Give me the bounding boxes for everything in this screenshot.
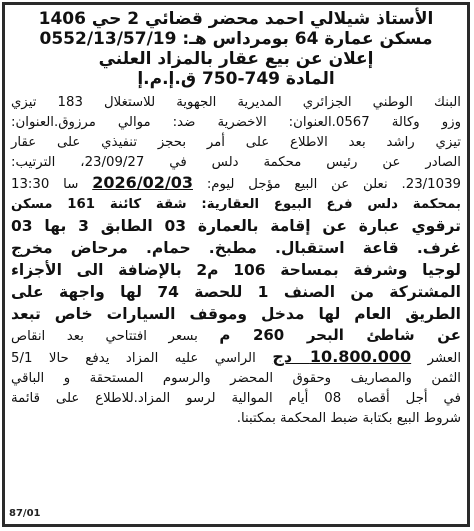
announcement-frame <box>2 2 470 527</box>
payment-terms: الراسي عليه المزاد يدفع حالا 5/1 <box>11 351 273 366</box>
property-description-4: المشتركة من الصنف 1 للحصة 74 لها واجهة على <box>11 283 461 301</box>
announcement-content <box>11 9 461 520</box>
sale-date: 2026/02/03 <box>92 173 193 192</box>
property-description-1: ترقوي عبارة عن إقامة بالعمارة 03 الطابق 3 بها 03 <box>11 217 461 235</box>
property-description-5: الطريق العام لها مدخل وموقف السيارات خاص تبعد <box>11 305 461 323</box>
body-line-10: شروط البيع بكتابة ضبط المحكمة بمكتبنا. <box>236 411 461 426</box>
body-line-8: الثمن والمصاريف وحقوق المحضر والرسوم المستحقة و الباقي <box>11 371 461 386</box>
property-description-3: لوجيا وشرفة بمساحة 106 م2 بالإضافة الى الأجزاء <box>11 261 461 279</box>
sale-postponement-text: 23/1039. نعلن عن البيع مؤجل ليوم: <box>192 177 461 192</box>
reference-number: 87/01 <box>9 508 41 519</box>
body-line-5 <box>11 173 461 195</box>
price-amount: 10.800.000 دج <box>272 347 412 366</box>
beach-distance: عن شاطئ البحر 260 م <box>219 326 461 344</box>
header-line-2: مسكن عمارة 64 بومرداس هـ: 0552/13/57/19 <box>39 29 433 49</box>
body-line-9: في أجل أقصاه 08 أيام الموالية لرسو المزاد.للاطلاع على قائمة <box>11 391 461 406</box>
body-line-1: البنك الوطني الجزائري المديرية الجهوية للاستغلال 183 تيزي <box>11 95 461 110</box>
body-line-6: بمحكمة دلس فرع البيوع العقارية: شقة كائنة 161 مسكن <box>11 197 461 212</box>
body-line-3: تيزي راشد بعد الاطلاع على أمر بحجز تنفيذي على عقار <box>11 135 461 150</box>
body-line-7 <box>11 347 461 369</box>
sale-time: سا 13:30 <box>11 177 93 192</box>
opening-price-text: بسعر افتتاحي بعد انقاص <box>11 329 220 344</box>
tenth-label: العشر <box>411 351 462 366</box>
property-description-6 <box>11 325 461 347</box>
header-line-1: الأستاذ شيلالي احمد محضر قضائي 2 حي 1406 <box>38 9 434 29</box>
body-line-4: الصادر عن رئيس محكمة دلس في 23/09/27، الترتيب: <box>11 155 461 170</box>
legal-article-reference: المادة 749-750 ق.إ.م.إ <box>137 69 335 89</box>
body-line-2: وزو وكالة 0567.العنوان: الاخضرية ضد: موالي مرزوق.العنوان: <box>11 115 461 130</box>
announcement-title: إعلان عن بيع عقار بالمزاد العلني <box>98 49 374 69</box>
property-description-2: غرف. قاعة استقبال. مطبخ. حمام. مرحاض مخرج <box>11 239 461 257</box>
